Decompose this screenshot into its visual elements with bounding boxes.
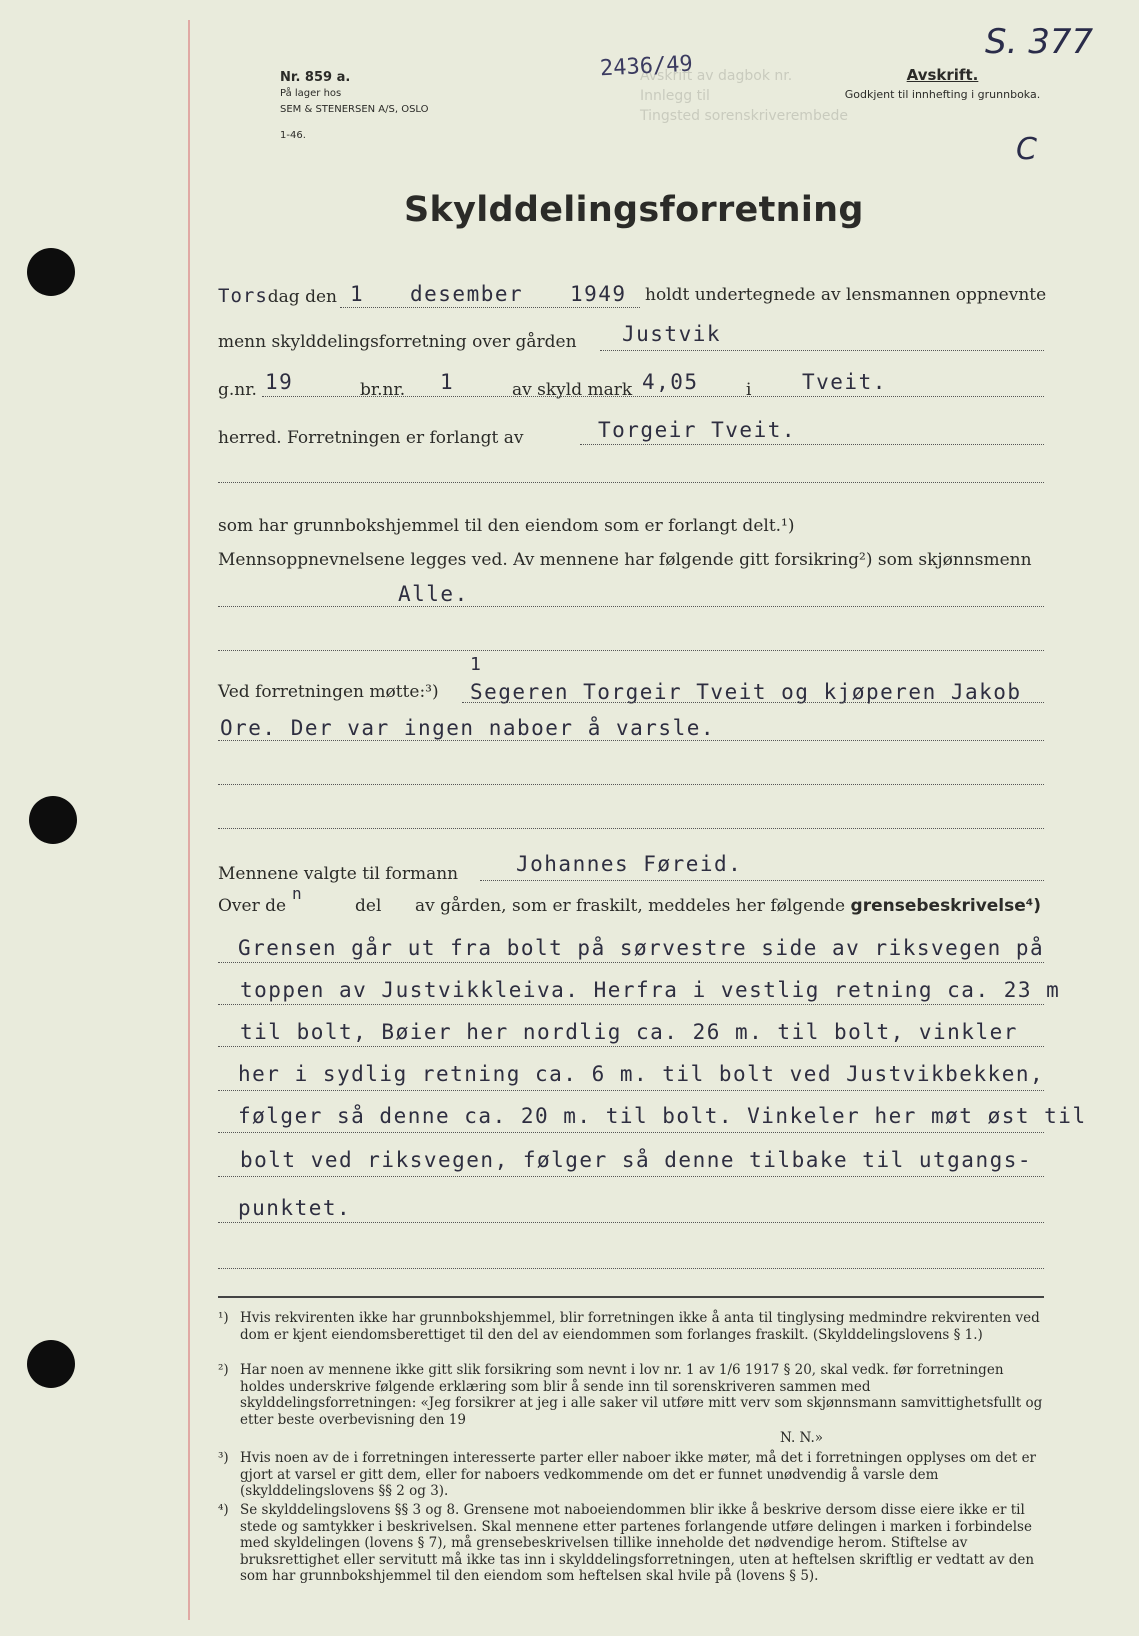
footnote-text: Hvis rekvirenten ikke har grunnbokshjemmel, blir forretningen ikke å anta til tinglysing medmindre rekvirenten ved dom er kjent eiendomsberettiget til den del av eiendommen som forlanges fraskilt. (Skylddelingslovens § 1.) [240,1310,1040,1343]
border-underline [218,1222,1044,1223]
punch-hole-bottom [27,1340,75,1388]
border-line: punktet. [238,1196,352,1220]
day-label: dag den [267,287,337,307]
gnr-label: g.nr. [218,380,257,400]
footnote-num: ⁴) [218,1502,229,1518]
attended-label: Ved forretningen møtte:³) [218,682,439,702]
border-intro [415,896,1041,916]
skyld-value: 4,05 [642,370,699,394]
footnote-text: Har noen av mennene ikke gitt slik forsikring som nevnt i lov nr. 1 av 1/6 1917 § 20, skal vedk. før forretningen holdes underskrive følgende erklæring som blir å sende inn til sorenskriveren sammen med skylddelingsforretningen: «Jeg forsikrer at jeg i alle saker vil utføre mitt verv som skjønnsmann samvittighetsfullt og etter beste overbevisning den 19 [240,1362,1043,1428]
blank-line [218,784,1044,785]
border-underline [218,1046,1044,1047]
footnote-3 [218,1450,1048,1500]
footnote-rule [218,1296,1044,1298]
faded-stamp-line: Avskrift av dagbok nr. [640,68,793,84]
border-line: toppen av Justvikkleiva. Herfra i vestlig retning ca. 23 m [240,978,1061,1002]
chairman-underline [480,880,1044,881]
border-line: her i sydlig retning ca. 6 m. til bolt ved Justvikbekken, [238,1062,1045,1086]
requested-label: herred. Forretningen er forlangt av [218,428,524,448]
punch-hole-top [27,248,75,296]
requested-value: Torgeir Tveit. [598,418,797,442]
footnote-num: ²) [218,1362,229,1378]
bnr-value: 1 [440,370,455,394]
del-label: del [355,896,382,916]
appointment-text: Mennsoppnevnelsene legges ved. Av mennene har følgende gitt forsikring²) som skjønnsmenn [218,550,1032,570]
document-title: Skylddelingsforretning [404,190,864,230]
faded-stamp-line: Innlegg til [640,88,710,104]
insured-value: Alle. [398,582,469,606]
faded-stamp-line: Tingsted sorenskriverembede [640,108,848,124]
footnote-num: ¹) [218,1310,229,1326]
footnote-num: ³) [218,1450,229,1466]
border-line: bolt ved riksvegen, følger så denne tilbake til utgangs- [240,1148,1033,1172]
gnr-underline [262,396,1044,397]
hjemmel-text: som har grunnbokshjemmel til den eiendom som er forlangt delt.¹) [218,516,795,536]
margin-rule [188,20,190,1620]
printer: SEM & STENERSEN A/S, OSLO [280,104,429,115]
skyld-label: av skyld mark [512,380,633,400]
date-line [218,285,337,307]
municipality-value: Tveit. [802,370,887,394]
border-underline [218,1090,1044,1091]
day-prefix: Tors [218,285,268,307]
avskrift-stamp [830,66,1055,101]
attended-underline-1 [462,702,1044,703]
month-value: desember [410,282,524,306]
chairman-value: Johannes Føreid. [516,852,743,876]
intro-tail: holdt undertegnede av lensmannen oppnevnte [645,285,1047,305]
footnote-1 [218,1310,1048,1343]
footnote-2 [218,1362,1048,1428]
blank-line [218,828,1044,829]
over-sup: n [292,884,304,903]
form-stamp [280,70,429,144]
chairman-label: Mennene valgte til formann [218,864,459,884]
attended-sup: 1 [470,654,483,675]
blank-line [218,1268,1044,1269]
attended-line-2: Ore. Der var ingen naboer å varsle. [220,716,716,740]
border-line: til bolt, Bøier her nordlig ca. 26 m. til bolt, vinkler [240,1020,1018,1044]
form-number: Nr. 859 a. [280,70,351,85]
footnote-4 [218,1502,1048,1585]
insured-underline [218,606,1044,607]
bnr-label: br.nr. [360,380,406,400]
journal-number: 2436/49 [599,51,694,82]
punch-hole-middle [29,796,77,844]
print-date: 1-46. [280,130,306,141]
requested-underline [580,444,1044,445]
day-value: 1 [350,282,365,306]
farm-underline [600,350,1044,351]
gnr-value: 19 [265,370,294,394]
blank-line [218,482,1044,483]
attended-underline-2 [218,740,1044,741]
border-line: følger så denne ca. 20 m. til bolt. Vinkeler her møt øst til [238,1104,1087,1128]
date-underline [340,307,640,308]
avskrift-note: Godkjent til innhefting i grunnboka. [844,88,1041,101]
border-underline [218,1004,1044,1005]
over-label: Over de [218,896,287,916]
year-value: 1949 [570,282,627,306]
border-bold: grensebeskrivelse⁴) [850,896,1042,916]
border-intro-text: av gården, som er fraskilt, meddeles her følgende [415,896,846,916]
blank-line [218,650,1044,651]
avskrift-title: Avskrift. [906,66,979,84]
border-underline [218,1176,1044,1177]
farm-label: menn skylddelingsforretning over gården [218,332,577,352]
footnote-text: Hvis noen av de i forretningen interesserte parter eller naboer ikke møter, må det i forretningen opplyses om det er gjort at varsel er gitt dem, eller for naboers vedkommende om det er funnet unødvendig å varsle dem (skylddelingslovens §§ 2 og 3). [240,1450,1037,1499]
border-line: Grensen går ut fra bolt på sørvestre side av riksvegen på [238,936,1045,960]
page-number: S. 377 [985,22,1094,62]
i-label: i [746,380,752,400]
attended-line-1: Segeren Torgeir Tveit og kjøperen Jakob [470,680,1022,704]
farm-value: Justvik [622,322,722,346]
border-underline [218,962,1044,963]
footnote-text: Se skylddelingslovens §§ 3 og 8. Grensene mot naboeiendommen blir ikke å beskrive dersom disse eiere ikke er til stede og samtykker i beskrivelsen. Skal mennene etter partenes forlangende utføre delingen i marken i forbindelse med skyldelingen (lovens § 7), må grensebeskrivelsen tillike inneholde det nødvendige herom. Stiftelse av bruksrettighet eller servitutt må ikke tas inn i skylddelingsforretningen, uten at heftelsen skriftlig er vedtatt av den som har grunnbokshjemmel til den eiendom som heftelsen skal hvile på (lovens § 5). [240,1502,1035,1584]
border-underline [218,1132,1044,1133]
signature-text: N. N.» [780,1430,824,1446]
form-stock: På lager hos [280,88,342,99]
footnote-signature [780,1430,880,1447]
corner-mark: C [1016,132,1037,167]
